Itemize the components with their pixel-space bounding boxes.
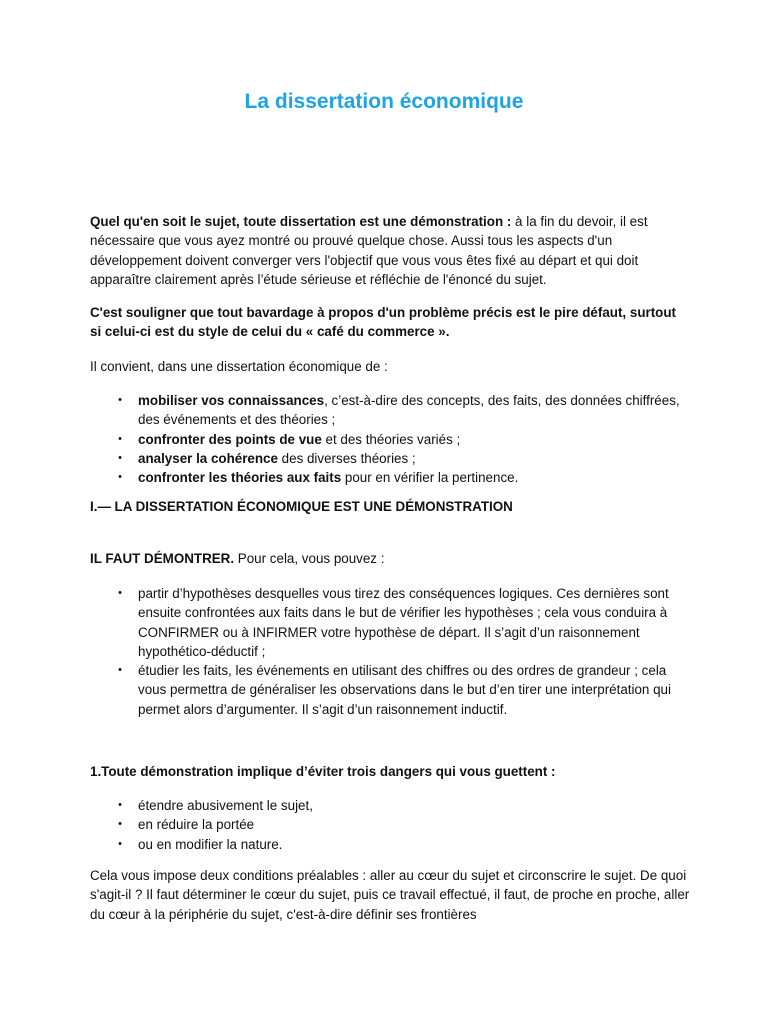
paragraph-bavardage [90,303,690,342]
list-item: • partir d’hypothèses desquelles vous tirez des conséquences logiques. Ces dernières sont ensuite confrontées aux faits dans le but de vérifier les hypothèses ; cela vous conduira à CONFIRMER ou à INFIRMER votre hypothèse de départ. Il s’agit d’un raisonnement hypothético-déductif ; [90,584,690,661]
paragraph-conditions-text: Cela vous impose deux conditions préalables : aller au cœur du sujet et circonscrire le sujet. De quoi s'agit-il ? Il faut déterminer le cœur du sujet, puis ce travail effectué, il faut, de proche en proche, aller du cœur à la périphérie du sujet, c'est-à-dire définir ses frontières [90,868,690,922]
section-heading-1: I.— LA DISSERTATION ÉCONOMIQUE EST UNE DÉMONSTRATION [90,499,513,514]
list-item: • confronter des points de vue et des théories variés ; [90,430,690,449]
list-methods [90,584,690,719]
list-item: • mobiliser vos connaissances, c’est-à-dire des concepts, des faits, des données chiffrées, des événements et des théories ; [90,391,690,430]
paragraph-convient [90,357,690,376]
paragraph-demontrer-text: Pour cela, vous pouvez : [234,551,385,566]
list-objectives [90,391,690,487]
bullet-icon: • [118,664,122,677]
bullet-icon: • [118,799,122,811]
bullet-icon: • [118,818,122,831]
section-heading-2: 1.Toute démonstration implique d’éviter trois dangers qui vous guettent : [90,764,556,779]
bullet-icon: • [118,451,122,464]
paragraph-conditions [90,866,690,924]
paragraph-demontrer [90,549,690,568]
list-item: • étendre abusivement le sujet, [90,796,690,815]
paragraph-demontrer-bold: IL FAUT DÉMONTRER. [90,551,235,566]
list-item: • en réduire la portée [90,815,690,834]
paragraph-intro [90,212,690,289]
paragraph-intro-text: à la fin du devoir, il est nécessaire que vous ayez montré ou prouvé quelque chose. Aussi tous les aspects d'un développement doivent converger vers l'objectif que vous vous êtes fixé au départ et qui doit apparaître clairement après l’étude sérieuse et réfléchie de l'énoncé du sujet. [90,214,648,287]
bullet-icon: • [118,471,122,484]
list-item: • confronter les théories aux faits pour en vérifier la pertinence. [90,468,690,487]
bullet-icon: • [118,837,122,850]
list-item: • étudier les faits, les événements en utilisant des chiffres ou des ordres de grandeur ; cela vous permettra de généraliser les observations dans le but d’en tirer une interprétation qui permet alors d’argumenter. Il s’agit d’un raisonnement inductif. [90,661,690,719]
bullet-icon: • [118,587,122,599]
paragraph-intro-bold: Quel qu'en soit le sujet, toute dissertation est une démonstration : [90,214,512,229]
list-item: • ou en modifier la nature. [90,835,690,854]
paragraph-convient-text: Il convient, dans une dissertation économique de : [90,359,388,374]
list-dangers [90,796,690,854]
bullet-icon: • [118,432,122,445]
paragraph-bavardage-text: C'est souligner que tout bavardage à propos d'un problème précis est le pire défaut, surtout si celui-ci est du style de celui du « café du commerce ». [90,305,676,340]
document-title: La dissertation économique [244,90,524,113]
bullet-icon: • [118,394,122,406]
list-item: • analyser la cohérence des diverses théories ; [90,449,690,468]
